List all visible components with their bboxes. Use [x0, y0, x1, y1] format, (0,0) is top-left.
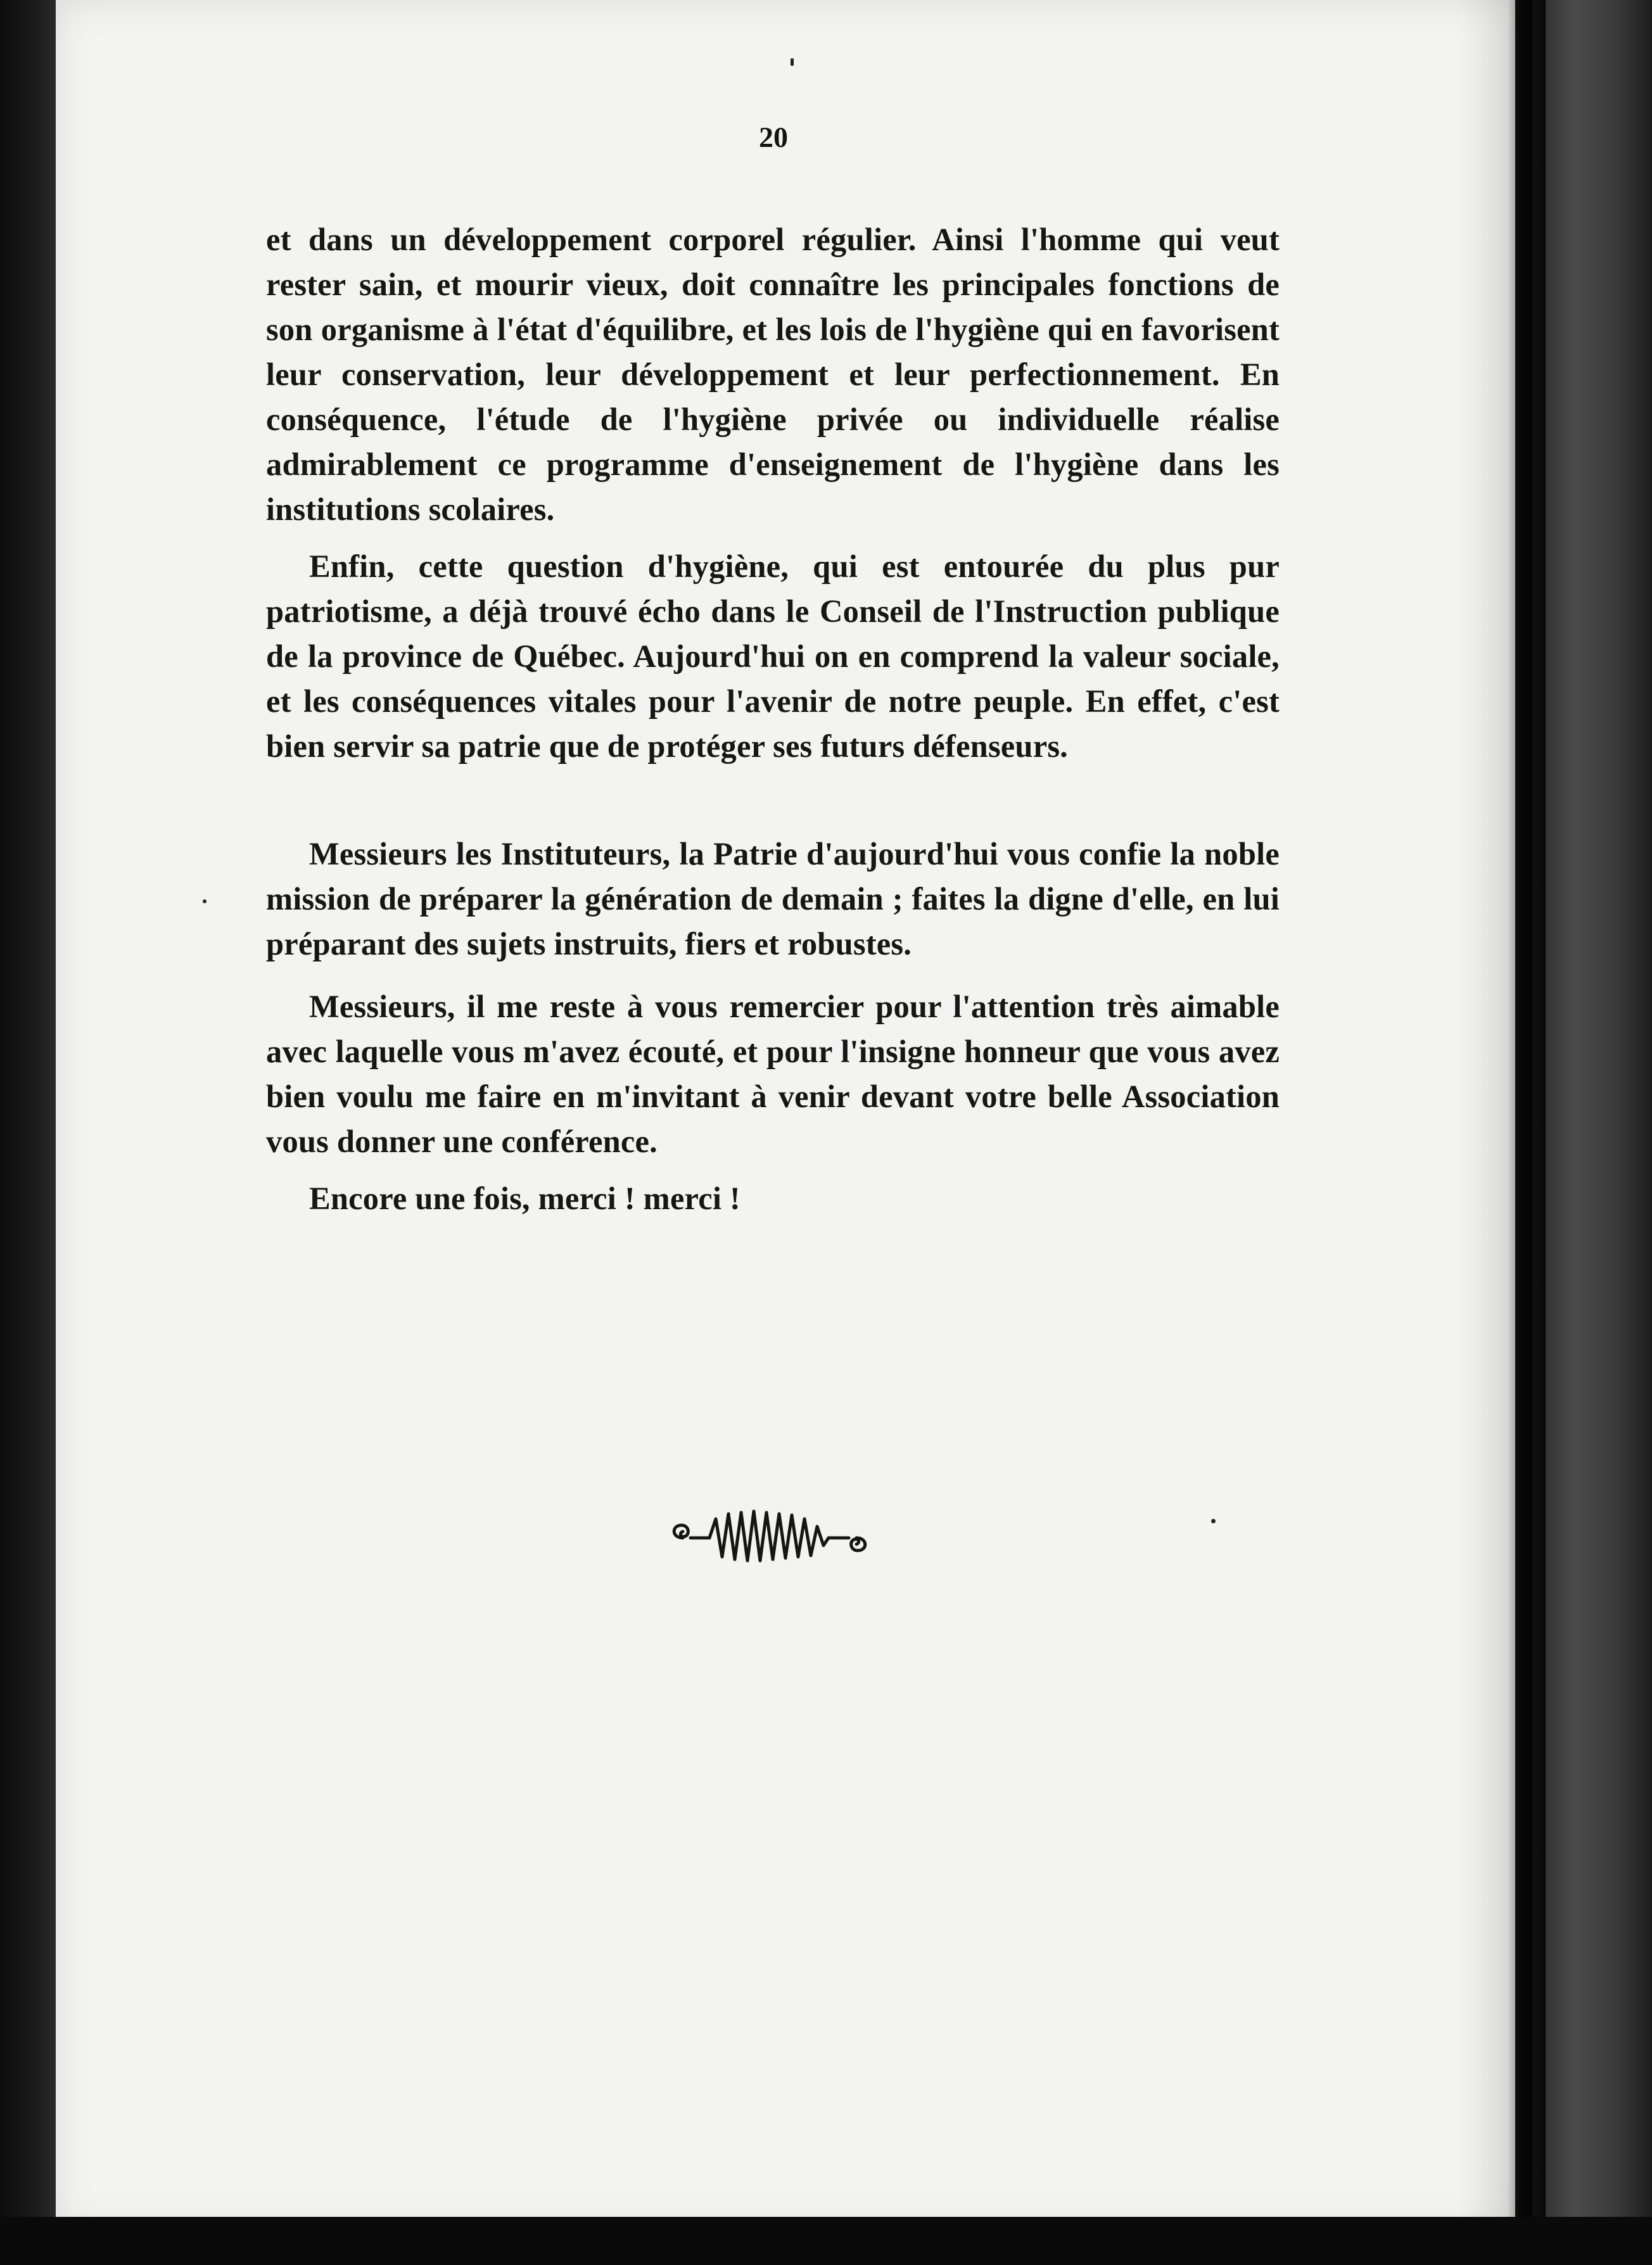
page-gutter-shadow	[1458, 0, 1515, 2230]
scan-speck	[203, 899, 206, 903]
scan-left-border	[0, 0, 56, 2265]
paragraph-patriotism: Enfin, cette question d'hygiène, qui est entourée du plus pur patriotisme, a déjà trouvé écho dans le Conseil de l'Instruction publique de la province de Québec. Aujourd'hui on en comprend la valeur sociale, et les conséquences vitales pour l'avenir de notre peuple. En effet, c'est bien servir sa patrie que de protéger ses futurs défenseurs.	[266, 548, 1280, 764]
scan-right-background	[1533, 0, 1652, 2265]
paragraph-closing: Encore une fois, merci ! merci !	[309, 1180, 740, 1216]
page-number: 20	[759, 121, 788, 153]
page-edge-shadow	[1508, 0, 1546, 2265]
decorative-flourish-icon	[665, 1501, 874, 1571]
paragraph-hygiene-intro: et dans un développement corporel régulier. Ainsi l'homme qui veut rester sain, et mourir vieux, doit connaître les principales fonctions de son organisme à l'état d'équilibre, et les lois de l'hygiène qui en favorisent leur conservation, leur développement et leur perfectionnement. En conséquence, l'étude de l'hygiène privée ou individuelle réalise admirablement ce programme d'enseignement de l'hygiène dans les institutions scolaires.	[266, 221, 1280, 527]
paragraph-instituteurs: Messieurs les Instituteurs, la Patrie d'aujourd'hui vous confie la noble mission de préparer la génération de demain ; faites la digne d'elle, en lui préparant des sujets instruits, fiers et robustes.	[266, 835, 1280, 961]
scan-speck	[1211, 1519, 1216, 1523]
scan-bottom-border	[0, 2217, 1652, 2265]
scan-speck	[791, 58, 794, 66]
paragraph-remerciements: Messieurs, il me reste à vous remercier pour l'attention très aimable avec laquelle vous m'avez écouté, et pour l'insigne honneur que vous avez bien voulu me faire en m'invitant à venir devant votre belle Association vous donner une conférence.	[266, 988, 1280, 1159]
